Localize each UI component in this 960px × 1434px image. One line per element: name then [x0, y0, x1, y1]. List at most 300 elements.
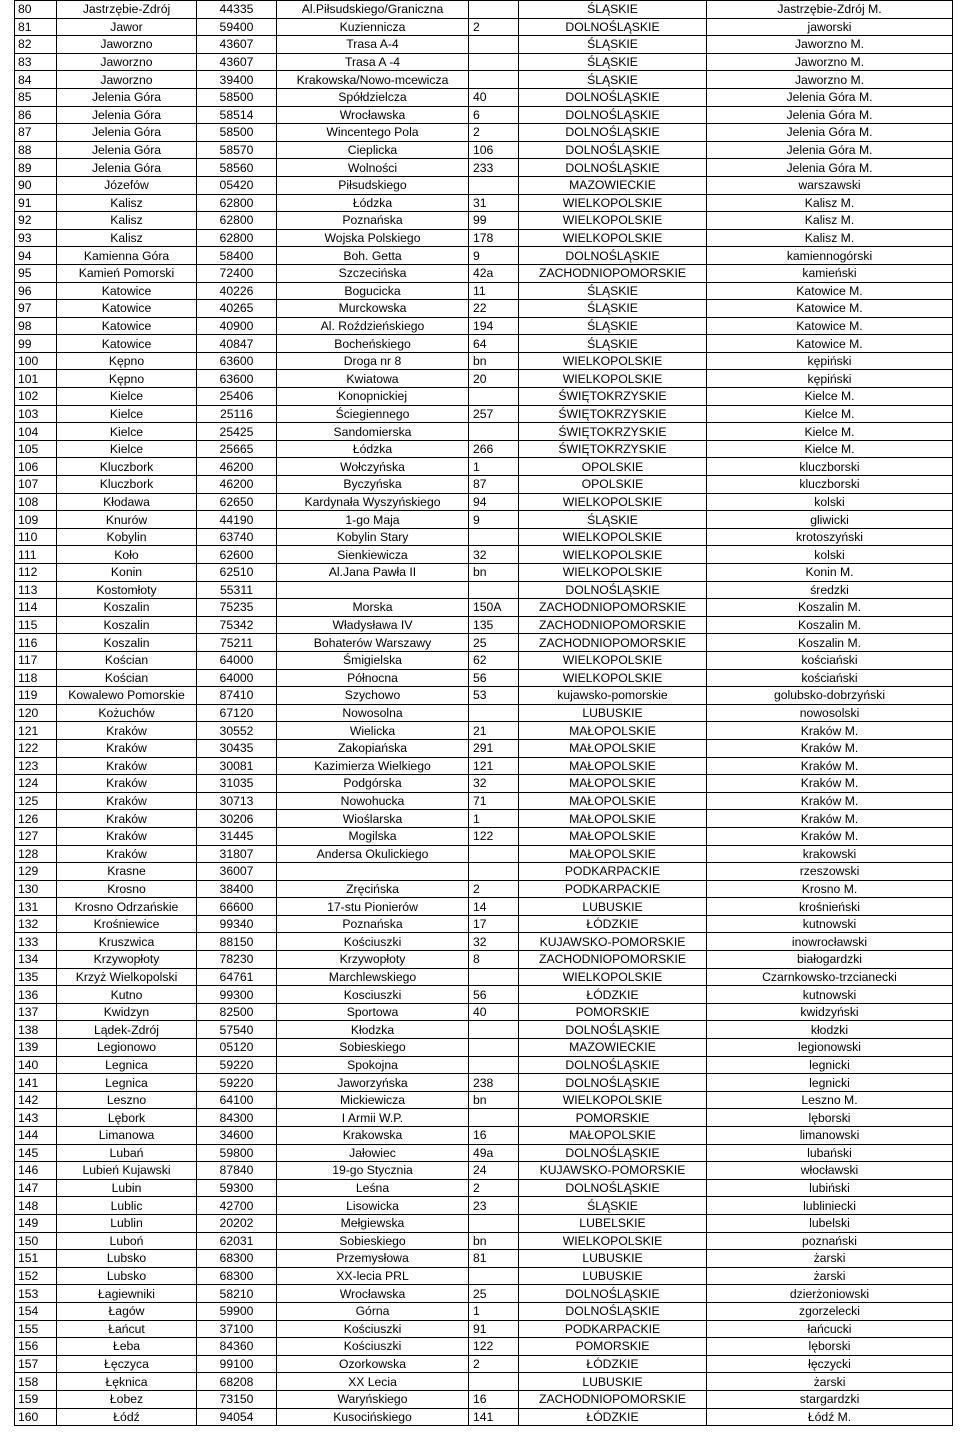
table-row — [15, 757, 953, 775]
row-number: 100 — [15, 352, 57, 370]
voivodeship-cell: WIELKOPOLSKIE — [519, 1091, 707, 1109]
table-row — [15, 933, 953, 951]
city-cell: Kluczbork — [57, 458, 197, 476]
table-row — [15, 440, 953, 458]
table-row — [15, 1408, 953, 1426]
city-cell: Krasne — [57, 863, 197, 881]
voivodeship-cell: MAŁOPOLSKIE — [519, 827, 707, 845]
street-cell: Bohaterów Warszawy — [277, 634, 469, 652]
street-cell: Kobylin Stary — [277, 528, 469, 546]
house-number-cell: bn — [469, 564, 519, 582]
table-row — [15, 1338, 953, 1356]
county-cell: Koszalin M. — [707, 616, 953, 634]
table-row — [15, 141, 953, 159]
row-number: 107 — [15, 476, 57, 494]
city-cell: Kożuchów — [57, 704, 197, 722]
house-number-cell: 87 — [469, 476, 519, 494]
street-cell: Piłsudskiego — [277, 176, 469, 194]
postal-code-cell: 58560 — [197, 159, 277, 177]
table-row — [15, 264, 953, 282]
table-row — [15, 986, 953, 1004]
street-cell: Łódzka — [277, 194, 469, 212]
row-number: 119 — [15, 687, 57, 705]
county-cell: łańcucki — [707, 1320, 953, 1338]
table-row — [15, 634, 953, 652]
city-cell: Jaworzno — [57, 71, 197, 89]
city-cell: Krzywopłoty — [57, 951, 197, 969]
city-cell: Kielce — [57, 405, 197, 423]
house-number-cell — [469, 1214, 519, 1232]
voivodeship-cell: WIELKOPOLSKIE — [519, 528, 707, 546]
street-cell: Przemysłowa — [277, 1250, 469, 1268]
house-number-cell — [469, 423, 519, 441]
voivodeship-cell: LUBELSKIE — [519, 1214, 707, 1232]
house-number-cell: 23 — [469, 1197, 519, 1215]
street-cell: Bocheńskiego — [277, 335, 469, 353]
postal-code-cell: 67120 — [197, 704, 277, 722]
city-cell: Jelenia Góra — [57, 159, 197, 177]
postal-code-cell: 20202 — [197, 1214, 277, 1232]
table-row — [15, 405, 953, 423]
table-row — [15, 1003, 953, 1021]
postal-code-cell: 63740 — [197, 528, 277, 546]
house-number-cell: 16 — [469, 1127, 519, 1145]
city-cell: Koszalin — [57, 616, 197, 634]
row-number: 143 — [15, 1109, 57, 1127]
street-cell: Zręcińska — [277, 880, 469, 898]
voivodeship-cell: ŚLĄSKIE — [519, 300, 707, 318]
row-number: 85 — [15, 88, 57, 106]
house-number-cell: 62 — [469, 651, 519, 669]
table-row — [15, 71, 953, 89]
voivodeship-cell: ŚLĄSKIE — [519, 282, 707, 300]
postal-code-cell: 66600 — [197, 898, 277, 916]
row-number: 154 — [15, 1302, 57, 1320]
postal-code-cell: 94054 — [197, 1408, 277, 1426]
street-cell: Wioślarska — [277, 810, 469, 828]
city-cell: Krzyż Wielkopolski — [57, 968, 197, 986]
voivodeship-cell: DOLNOŚLĄSKIE — [519, 1074, 707, 1092]
voivodeship-cell: ŚLĄSKIE — [519, 511, 707, 529]
street-cell: Krakowska/Nowo-mcewicza — [277, 71, 469, 89]
postal-code-cell: 75235 — [197, 599, 277, 617]
table-row — [15, 564, 953, 582]
house-number-cell: 32 — [469, 775, 519, 793]
house-number-cell — [469, 53, 519, 71]
county-cell: Kraków M. — [707, 739, 953, 757]
house-number-cell: 42a — [469, 264, 519, 282]
house-number-cell — [469, 581, 519, 599]
house-number-cell: 81 — [469, 1250, 519, 1268]
postal-code-cell: 59300 — [197, 1179, 277, 1197]
street-cell: Krzywopłoty — [277, 951, 469, 969]
county-cell: poznański — [707, 1232, 953, 1250]
house-number-cell: 266 — [469, 440, 519, 458]
street-cell: Murckowska — [277, 300, 469, 318]
street-cell: Wołczyńska — [277, 458, 469, 476]
street-cell: Zakopiańska — [277, 739, 469, 757]
voivodeship-cell: PODKARPACKIE — [519, 1320, 707, 1338]
house-number-cell: 106 — [469, 141, 519, 159]
postal-code-cell: 38400 — [197, 880, 277, 898]
city-cell: Kępno — [57, 370, 197, 388]
city-cell: Łeba — [57, 1338, 197, 1356]
county-cell: Katowice M. — [707, 317, 953, 335]
county-cell: Kalisz M. — [707, 212, 953, 230]
street-cell: Sportowa — [277, 1003, 469, 1021]
row-number: 138 — [15, 1021, 57, 1039]
street-cell: Poznańska — [277, 915, 469, 933]
county-cell: Jelenia Góra M. — [707, 141, 953, 159]
house-number-cell: 49a — [469, 1144, 519, 1162]
table-row — [15, 335, 953, 353]
street-cell: Poznańska — [277, 212, 469, 230]
street-cell: 19-go Stycznia — [277, 1162, 469, 1180]
house-number-cell: 291 — [469, 739, 519, 757]
street-cell: Al.Jana Pawła II — [277, 564, 469, 582]
voivodeship-cell: OPOLSKIE — [519, 458, 707, 476]
postal-code-cell: 78230 — [197, 951, 277, 969]
postal-code-cell: 59220 — [197, 1074, 277, 1092]
city-cell: Legnica — [57, 1056, 197, 1074]
postal-code-cell: 62600 — [197, 546, 277, 564]
county-cell: kolski — [707, 493, 953, 511]
row-number: 81 — [15, 18, 57, 36]
county-cell: Jaworzno M. — [707, 36, 953, 54]
city-cell: Katowice — [57, 282, 197, 300]
county-cell: kłodzki — [707, 1021, 953, 1039]
house-number-cell: 71 — [469, 792, 519, 810]
postal-code-cell: 58400 — [197, 247, 277, 265]
table-row — [15, 229, 953, 247]
county-cell: Jaworzno M. — [707, 53, 953, 71]
postal-code-cell: 99300 — [197, 986, 277, 1004]
voivodeship-cell: KUJAWSKO-POMORSKIE — [519, 1162, 707, 1180]
row-number: 142 — [15, 1091, 57, 1109]
row-number: 82 — [15, 36, 57, 54]
house-number-cell: 8 — [469, 951, 519, 969]
city-cell: Lubsko — [57, 1250, 197, 1268]
table-row — [15, 1074, 953, 1092]
street-cell: Al. Roździeńskiego — [277, 317, 469, 335]
postal-code-cell: 37100 — [197, 1320, 277, 1338]
county-cell: Kielce M. — [707, 440, 953, 458]
street-cell: Waryńskiego — [277, 1390, 469, 1408]
table-row — [15, 915, 953, 933]
city-cell: Kruszwica — [57, 933, 197, 951]
street-cell: Podgórska — [277, 775, 469, 793]
county-cell: żarski — [707, 1250, 953, 1268]
county-cell: Jaworzno M. — [707, 71, 953, 89]
postal-code-cell: 64000 — [197, 669, 277, 687]
county-cell: żarski — [707, 1267, 953, 1285]
postal-code-cell: 68300 — [197, 1267, 277, 1285]
city-cell: Koszalin — [57, 634, 197, 652]
postal-code-cell: 46200 — [197, 458, 277, 476]
street-cell: Sobieskiego — [277, 1039, 469, 1057]
city-cell: Kamienna Góra — [57, 247, 197, 265]
voivodeship-cell: ZACHODNIOPOMORSKIE — [519, 616, 707, 634]
city-cell: Łęczyca — [57, 1355, 197, 1373]
house-number-cell: 2 — [469, 880, 519, 898]
city-cell: Kłodawa — [57, 493, 197, 511]
row-number: 91 — [15, 194, 57, 212]
street-cell: Boh. Getta — [277, 247, 469, 265]
voivodeship-cell: DOLNOŚLĄSKIE — [519, 1179, 707, 1197]
county-cell: kępiński — [707, 352, 953, 370]
row-number: 123 — [15, 757, 57, 775]
house-number-cell: 194 — [469, 317, 519, 335]
voivodeship-cell: PODKARPACKIE — [519, 863, 707, 881]
postal-code-cell: 34600 — [197, 1127, 277, 1145]
row-number: 80 — [15, 1, 57, 19]
city-cell: Limanowa — [57, 1127, 197, 1145]
row-number: 141 — [15, 1074, 57, 1092]
house-number-cell: 2 — [469, 1179, 519, 1197]
voivodeship-cell: ŚLĄSKIE — [519, 71, 707, 89]
postal-code-cell: 99100 — [197, 1355, 277, 1373]
house-number-cell: 31 — [469, 194, 519, 212]
city-cell: Jelenia Góra — [57, 124, 197, 142]
county-cell: Kalisz M. — [707, 229, 953, 247]
row-number: 148 — [15, 1197, 57, 1215]
house-number-cell: 141 — [469, 1408, 519, 1426]
street-cell: Al.Piłsudskiego/Graniczna — [277, 1, 469, 19]
postal-code-cell: 87410 — [197, 687, 277, 705]
row-number: 102 — [15, 388, 57, 406]
row-number: 126 — [15, 810, 57, 828]
street-cell: Nowohucka — [277, 792, 469, 810]
row-number: 104 — [15, 423, 57, 441]
house-number-cell — [469, 528, 519, 546]
postal-code-cell: 44335 — [197, 1, 277, 19]
city-cell: Kutno — [57, 986, 197, 1004]
row-number: 131 — [15, 898, 57, 916]
street-cell: Śmigielska — [277, 651, 469, 669]
house-number-cell: 2 — [469, 124, 519, 142]
voivodeship-cell: LUBUSKIE — [519, 1250, 707, 1268]
city-cell: Lubin — [57, 1179, 197, 1197]
county-cell: Kielce M. — [707, 388, 953, 406]
postal-code-cell: 59800 — [197, 1144, 277, 1162]
row-number: 89 — [15, 159, 57, 177]
street-cell: Kuziennicza — [277, 18, 469, 36]
county-cell: Leszno M. — [707, 1091, 953, 1109]
city-cell: Kraków — [57, 845, 197, 863]
street-cell: Szychowo — [277, 687, 469, 705]
voivodeship-cell: DOLNOŚLĄSKIE — [519, 88, 707, 106]
voivodeship-cell: ŁÓDZKIE — [519, 1408, 707, 1426]
voivodeship-cell: DOLNOŚLĄSKIE — [519, 1302, 707, 1320]
table-row — [15, 458, 953, 476]
house-number-cell: 1 — [469, 810, 519, 828]
postal-code-cell: 82500 — [197, 1003, 277, 1021]
city-cell: Katowice — [57, 317, 197, 335]
row-number: 122 — [15, 739, 57, 757]
house-number-cell: 21 — [469, 722, 519, 740]
voivodeship-cell: DOLNOŚLĄSKIE — [519, 141, 707, 159]
voivodeship-cell: DOLNOŚLĄSKIE — [519, 1285, 707, 1303]
row-number: 103 — [15, 405, 57, 423]
table-row — [15, 212, 953, 230]
voivodeship-cell: LUBUSKIE — [519, 898, 707, 916]
city-cell: Łobez — [57, 1390, 197, 1408]
voivodeship-cell: WIELKOPOLSKIE — [519, 564, 707, 582]
row-number: 155 — [15, 1320, 57, 1338]
city-cell: Kalisz — [57, 212, 197, 230]
county-cell: lubański — [707, 1144, 953, 1162]
house-number-cell: 2 — [469, 1355, 519, 1373]
street-cell: Morska — [277, 599, 469, 617]
table-row — [15, 194, 953, 212]
county-cell: legnicki — [707, 1056, 953, 1074]
city-cell: Kalisz — [57, 194, 197, 212]
row-number: 109 — [15, 511, 57, 529]
street-cell: Spokojna — [277, 1056, 469, 1074]
city-cell: Kraków — [57, 739, 197, 757]
county-cell: Kielce M. — [707, 405, 953, 423]
station-table-container — [14, 0, 953, 1426]
county-cell: Jelenia Góra M. — [707, 88, 953, 106]
voivodeship-cell: LUBUSKIE — [519, 1267, 707, 1285]
voivodeship-cell: OPOLSKIE — [519, 476, 707, 494]
house-number-cell: 40 — [469, 1003, 519, 1021]
county-cell: dzierżoniowski — [707, 1285, 953, 1303]
county-cell: włocławski — [707, 1162, 953, 1180]
postal-code-cell: 30713 — [197, 792, 277, 810]
postal-code-cell: 64000 — [197, 651, 277, 669]
table-row — [15, 1355, 953, 1373]
postal-code-cell: 55311 — [197, 581, 277, 599]
voivodeship-cell: ŚWIĘTOKRZYSKIE — [519, 440, 707, 458]
city-cell: Łagiewniki — [57, 1285, 197, 1303]
row-number: 140 — [15, 1056, 57, 1074]
table-row — [15, 423, 953, 441]
postal-code-cell: 40226 — [197, 282, 277, 300]
county-cell: Konin M. — [707, 564, 953, 582]
street-cell: Północna — [277, 669, 469, 687]
table-row — [15, 352, 953, 370]
county-cell: lęborski — [707, 1109, 953, 1127]
county-cell: stargardzki — [707, 1390, 953, 1408]
street-cell: Łódzka — [277, 440, 469, 458]
street-cell: Wincentego Pola — [277, 124, 469, 142]
postal-code-cell: 40900 — [197, 317, 277, 335]
row-number: 150 — [15, 1232, 57, 1250]
postal-code-cell: 58500 — [197, 124, 277, 142]
county-cell: kutnowski — [707, 915, 953, 933]
postal-code-cell: 44190 — [197, 511, 277, 529]
city-cell: Kościan — [57, 669, 197, 687]
row-number: 121 — [15, 722, 57, 740]
house-number-cell: 14 — [469, 898, 519, 916]
table-row — [15, 36, 953, 54]
house-number-cell: 64 — [469, 335, 519, 353]
voivodeship-cell: MAZOWIECKIE — [519, 1039, 707, 1057]
row-number: 146 — [15, 1162, 57, 1180]
city-cell: Jelenia Góra — [57, 141, 197, 159]
county-cell: zgorzelecki — [707, 1302, 953, 1320]
row-number: 118 — [15, 669, 57, 687]
postal-code-cell: 40847 — [197, 335, 277, 353]
county-cell: golubsko-dobrzyński — [707, 687, 953, 705]
postal-code-cell: 84360 — [197, 1338, 277, 1356]
street-cell: Wolności — [277, 159, 469, 177]
postal-code-cell: 68208 — [197, 1373, 277, 1391]
table-row — [15, 1373, 953, 1391]
row-number: 92 — [15, 212, 57, 230]
house-number-cell — [469, 388, 519, 406]
row-number: 117 — [15, 651, 57, 669]
city-cell: Katowice — [57, 300, 197, 318]
row-number: 113 — [15, 581, 57, 599]
table-row — [15, 1179, 953, 1197]
street-cell: Konopnickiej — [277, 388, 469, 406]
house-number-cell: 24 — [469, 1162, 519, 1180]
city-cell: Lubsko — [57, 1267, 197, 1285]
row-number: 105 — [15, 440, 57, 458]
county-cell: Krosno M. — [707, 880, 953, 898]
city-cell: Lublic — [57, 1197, 197, 1215]
county-cell: krakowski — [707, 845, 953, 863]
postal-code-cell: 05420 — [197, 176, 277, 194]
street-cell — [277, 863, 469, 881]
street-cell: Wrocławska — [277, 106, 469, 124]
house-number-cell — [469, 845, 519, 863]
row-number: 101 — [15, 370, 57, 388]
county-cell: kępiński — [707, 370, 953, 388]
table-row — [15, 1214, 953, 1232]
voivodeship-cell: DOLNOŚLĄSKIE — [519, 18, 707, 36]
county-cell: Jastrzębie-Zdrój M. — [707, 1, 953, 19]
city-cell: Kraków — [57, 722, 197, 740]
row-number: 145 — [15, 1144, 57, 1162]
street-cell: Mickiewicza — [277, 1091, 469, 1109]
voivodeship-cell: POMORSKIE — [519, 1338, 707, 1356]
house-number-cell: 9 — [469, 247, 519, 265]
voivodeship-cell: ŚLĄSKIE — [519, 1197, 707, 1215]
voivodeship-cell: WIELKOPOLSKIE — [519, 968, 707, 986]
table-row — [15, 827, 953, 845]
postal-code-cell: 62800 — [197, 212, 277, 230]
row-number: 157 — [15, 1355, 57, 1373]
house-number-cell: 16 — [469, 1390, 519, 1408]
house-number-cell: 11 — [469, 282, 519, 300]
postal-code-cell: 59900 — [197, 1302, 277, 1320]
voivodeship-cell: ŁÓDZKIE — [519, 915, 707, 933]
house-number-cell: 94 — [469, 493, 519, 511]
voivodeship-cell: ŚLĄSKIE — [519, 317, 707, 335]
voivodeship-cell: DOLNOŚLĄSKIE — [519, 124, 707, 142]
table-row — [15, 88, 953, 106]
county-cell: kwidzyński — [707, 1003, 953, 1021]
county-cell: kolski — [707, 546, 953, 564]
postal-code-cell: 62800 — [197, 194, 277, 212]
voivodeship-cell: DOLNOŚLĄSKIE — [519, 1144, 707, 1162]
city-cell: Kielce — [57, 388, 197, 406]
street-cell: Sandomierska — [277, 423, 469, 441]
row-number: 111 — [15, 546, 57, 564]
house-number-cell: 1 — [469, 458, 519, 476]
table-row — [15, 1390, 953, 1408]
voivodeship-cell: ŚLĄSKIE — [519, 1, 707, 19]
row-number: 112 — [15, 564, 57, 582]
house-number-cell: 56 — [469, 669, 519, 687]
voivodeship-cell: MAŁOPOLSKIE — [519, 757, 707, 775]
street-cell: Droga nr 8 — [277, 352, 469, 370]
house-number-cell — [469, 863, 519, 881]
table-row — [15, 511, 953, 529]
